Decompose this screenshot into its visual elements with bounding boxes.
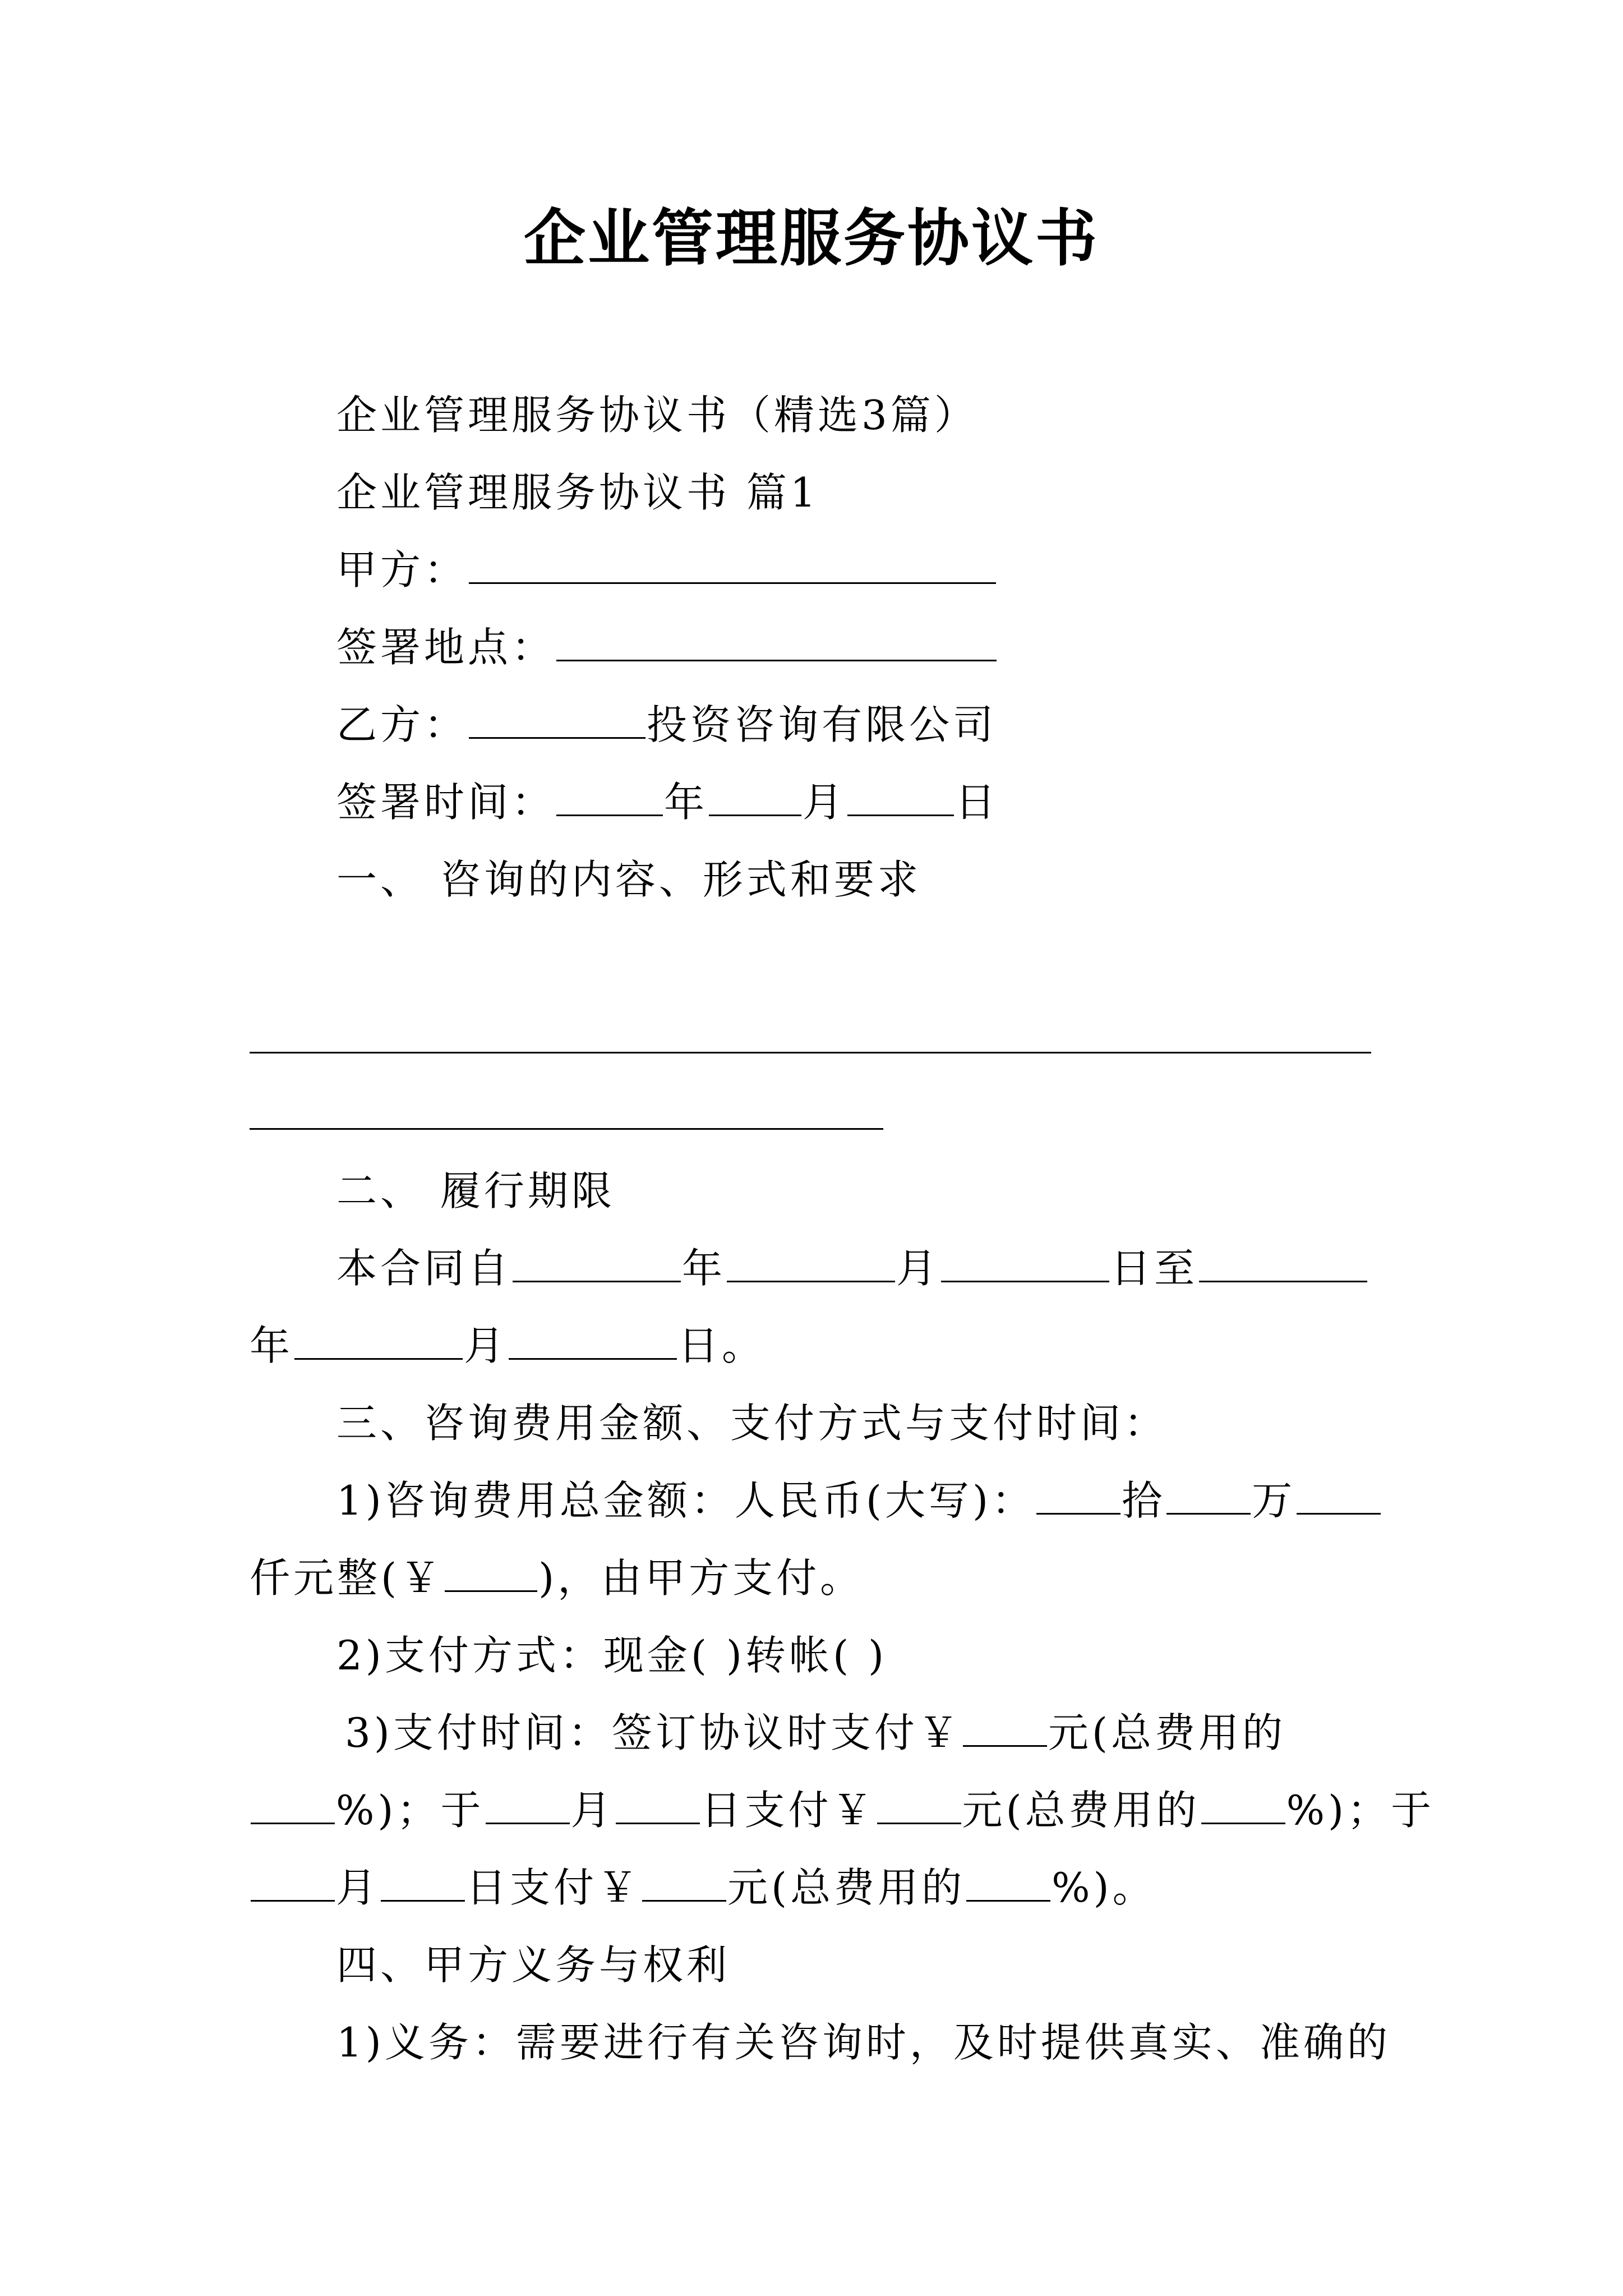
fee-total-label: 1)咨询费用总金额：人民币(大写)： <box>336 1477 1036 1524</box>
term-line-1 <box>336 1240 1368 1296</box>
fee-shi-blank[interactable] <box>1036 1478 1121 1515</box>
sign-time-line <box>336 774 999 830</box>
qian-yuan-zheng: 仟元整(￥ <box>250 1554 444 1602</box>
pay2-month-blank[interactable] <box>486 1788 570 1824</box>
day-char: 日 <box>955 779 999 826</box>
section-1-heading: 一、 咨询的内容、形式和要求 <box>336 856 921 903</box>
section-2-heading: 二、 履行期限 <box>336 1167 615 1214</box>
pay3-day-blank[interactable] <box>381 1865 465 1902</box>
pay3-month-blank[interactable] <box>251 1865 335 1902</box>
pay-time-line-3 <box>250 1860 1156 1916</box>
yuan-total-pct: 元(总费用的 <box>962 1787 1200 1834</box>
pay-sign-pct-blank[interactable] <box>251 1788 335 1824</box>
duty-line: 1)义务：需要进行有关咨询时，及时提供真实、准确的 <box>336 2019 1391 2066</box>
sign-place-blank[interactable] <box>556 625 997 661</box>
sign-month-blank[interactable] <box>709 780 801 816</box>
year-char: 年 <box>682 1245 726 1292</box>
content-blank-rule-1[interactable] <box>250 1052 1371 1053</box>
term-end-month-blank[interactable] <box>294 1323 463 1360</box>
term-start-year-blank[interactable] <box>513 1246 681 1282</box>
party-b-blank[interactable] <box>469 702 645 739</box>
sign-place-line <box>336 619 998 675</box>
pay-time-line-1 <box>345 1705 1286 1761</box>
pay-method-line: 2)支付方式：现金( )转帐( ) <box>336 1632 888 1679</box>
pay3-amount-blank[interactable] <box>642 1865 726 1902</box>
fee-yen-blank[interactable] <box>445 1556 537 1592</box>
day-pay: 日支付￥ <box>466 1864 642 1911</box>
party-b-line <box>336 697 997 753</box>
month-char: 月 <box>464 1322 508 1369</box>
party-b-label: 乙方： <box>336 701 468 748</box>
document-title: 企业管理服务协议书 <box>524 202 1099 274</box>
party-a-blank[interactable] <box>469 547 996 584</box>
section-4-heading: 四、甲方义务与权利 <box>336 1941 731 1989</box>
pay-time-line-2 <box>250 1782 1435 1838</box>
yuan-total-pct: 元(总费用的 <box>727 1864 966 1911</box>
fee-qian-blank[interactable] <box>1297 1478 1381 1515</box>
sign-year-blank[interactable] <box>556 780 663 816</box>
pay2-pct-blank[interactable] <box>1201 1788 1285 1824</box>
party-a-line <box>336 542 997 598</box>
sign-place-label: 签署地点： <box>336 624 556 671</box>
party-b-suffix: 投资咨询有限公司 <box>647 701 997 748</box>
yuan-total-pct: 元(总费用的 <box>1048 1709 1286 1756</box>
term-start-month-blank[interactable] <box>727 1246 895 1282</box>
section-3-heading: 三、咨询费用金额、支付方式与支付时间： <box>336 1400 1168 1447</box>
month-char: 月 <box>336 1864 380 1911</box>
pay2-day-blank[interactable] <box>616 1788 700 1824</box>
fee-total-line-2 <box>250 1550 864 1606</box>
pay3-pct-blank[interactable] <box>966 1865 1050 1902</box>
term-end-year-blank[interactable] <box>1199 1246 1367 1282</box>
day-to: 日至 <box>1110 1245 1198 1292</box>
month-char: 月 <box>896 1245 940 1292</box>
pct-close-semi-yu: %)；于 <box>336 1787 485 1834</box>
term-start-day-blank[interactable] <box>941 1246 1109 1282</box>
pct-close-semi-yu: %)；于 <box>1286 1787 1435 1834</box>
day-end: 日。 <box>678 1322 766 1369</box>
pay-sign-amount-blank[interactable] <box>963 1710 1047 1747</box>
month-char: 月 <box>570 1787 615 1834</box>
party-a-label: 甲方： <box>336 546 468 593</box>
wan-char: 万 <box>1252 1477 1296 1524</box>
year-char: 年 <box>250 1322 294 1369</box>
sign-time-label: 签署时间： <box>336 779 556 826</box>
content-blank-rule-2[interactable] <box>250 1128 883 1130</box>
pct-close-end: %)。 <box>1052 1864 1156 1911</box>
chapter-heading: 企业管理服务协议书 篇1 <box>336 469 819 516</box>
document-subtitle: 企业管理服务协议书（精选3篇） <box>336 392 978 439</box>
shi-char: 拾 <box>1122 1477 1166 1524</box>
term-line-2 <box>250 1318 766 1374</box>
term-end-day-blank[interactable] <box>509 1323 677 1360</box>
fee-wan-blank[interactable] <box>1166 1478 1251 1515</box>
year-char: 年 <box>664 779 708 826</box>
month-char: 月 <box>803 779 847 826</box>
pay2-amount-blank[interactable] <box>877 1788 961 1824</box>
paid-by-a: )，由甲方支付。 <box>538 1554 864 1602</box>
day-pay: 日支付￥ <box>700 1787 876 1834</box>
sign-day-blank[interactable] <box>847 780 954 816</box>
pay-time-label: 3)支付时间：签订协议时支付￥ <box>345 1709 962 1756</box>
term-prefix: 本合同自 <box>336 1245 512 1292</box>
fee-total-line-1 <box>336 1473 1382 1529</box>
